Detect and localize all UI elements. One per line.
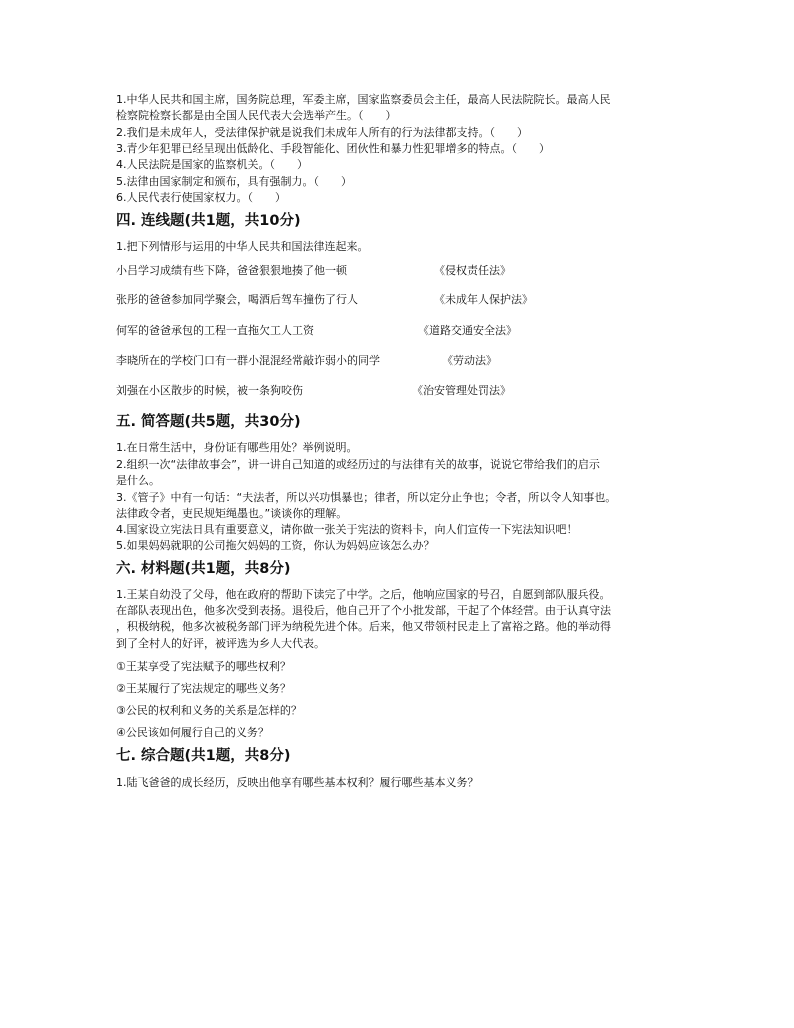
- judgment-item-6: 6.人民代表行使国家权力。（ ）: [116, 191, 286, 204]
- matching-intro: 1.把下列情形与运用的中华人民共和国法律连起来。: [116, 240, 369, 253]
- matching-right-1: 《侵权责任法》: [434, 264, 511, 277]
- short-answer-line-1: 1.在日常生活中，身份证有哪些用处？举例说明。: [116, 441, 358, 454]
- matching-left-3: 何军的爸爸承包的工程一直拖欠工人工资: [116, 324, 314, 337]
- short-answer-line-6: 4.国家设立宪法日具有重要意义，请你做一张关于宪法的资料卡，向人们宣传一下宪法知识吧！: [116, 523, 578, 536]
- short-answer-line-7: 5.如果妈妈就职的公司拖欠妈妈的工资，你认为妈妈应该怎么办？: [116, 539, 435, 552]
- section-heading-comprehensive: 七. 综合题(共1题，共8分): [116, 748, 291, 764]
- matching-left-2: 张彤的爸爸参加同学聚会，喝酒后驾车撞伤了行人: [116, 293, 358, 306]
- material-question-2: ②王某履行了宪法规定的哪些义务？: [116, 682, 291, 695]
- matching-right-2: 《未成年人保护法》: [434, 293, 533, 306]
- short-answer-line-4: 3.《管子》中有一句话：“夫法者，所以兴功惧暴也；律者，所以定分止争也；令者，所以令人知事也。: [116, 491, 617, 504]
- short-answer-line-3: 是什么。: [116, 474, 160, 487]
- material-question-3: ③公民的权利和义务的关系是怎样的？: [116, 704, 302, 717]
- judgment-item-1-line-1: 1.中华人民共和国主席，国务院总理，军委主席，国家监察委员会主任，最高人民法院院长。最高人民: [116, 93, 611, 106]
- matching-left-1: 小吕学习成绩有些下降，爸爸狠狠地揍了他一顿: [116, 264, 347, 277]
- matching-left-5: 刘强在小区散步的时候，被一条狗咬伤: [116, 384, 303, 397]
- matching-right-3: 《道路交通安全法》: [418, 324, 517, 337]
- section-heading-short-answer: 五. 简答题(共5题，共30分): [116, 414, 301, 430]
- comprehensive-question-1: 1.陆飞爸爸的成长经历，反映出他享有哪些基本权利？履行哪些基本义务？: [116, 776, 479, 789]
- section-heading-material: 六. 材料题(共1题，共8分): [116, 561, 291, 577]
- material-passage-line-3: ，积极纳税，他多次被税务部门评为纳税先进个体。后来，他又带领村民走上了富裕之路。他的举动得: [116, 620, 611, 633]
- section-heading-matching: 四. 连线题(共1题，共10分): [116, 213, 301, 229]
- material-question-1: ①王某享受了宪法赋予的哪些权利？: [116, 660, 291, 673]
- judgment-item-3: 3.青少年犯罪已经呈现出低龄化、手段智能化、团伙性和暴力性犯罪增多的特点。（ ）: [116, 142, 550, 155]
- matching-right-5: 《治安管理处罚法》: [412, 384, 511, 397]
- matching-left-4: 李晓所在的学校门口有一群小混混经常敲诈弱小的同学: [116, 354, 380, 367]
- material-passage-line-4: 到了全村人的好评，被评选为乡人大代表。: [116, 637, 325, 650]
- judgment-item-1-line-2: 检察院检察长都是由全国人民代表大会选举产生。（ ）: [116, 109, 397, 122]
- judgment-item-4: 4.人民法院是国家的监察机关。（ ）: [116, 158, 308, 171]
- material-passage-line-2: 在部队表现出色，他多次受到表扬。退役后，他自己开了个小批发部，干起了个体经营。由于认真守法: [116, 604, 611, 617]
- short-answer-line-5: 法律政令者，吏民规矩绳墨也。”谈谈你的理解。: [116, 507, 348, 520]
- material-question-4: ④公民该如何履行自己的义务？: [116, 726, 269, 739]
- short-answer-line-2: 2.组织一次“法律故事会”，讲一讲自己知道的或经历过的与法律有关的故事，说说它带给我们的启示: [116, 458, 600, 471]
- matching-right-4: 《劳动法》: [442, 354, 497, 367]
- judgment-item-5: 5.法律由国家制定和颁布，具有强制力。（ ）: [116, 175, 352, 188]
- material-passage-line-1: 1.王某自幼没了父母，他在政府的帮助下读完了中学。之后，他响应国家的号召，自愿到部队服兵役。: [116, 588, 611, 601]
- judgment-item-2: 2.我们是未成年人，受法律保护就是说我们未成年人所有的行为法律都支持。（ ）: [116, 126, 528, 139]
